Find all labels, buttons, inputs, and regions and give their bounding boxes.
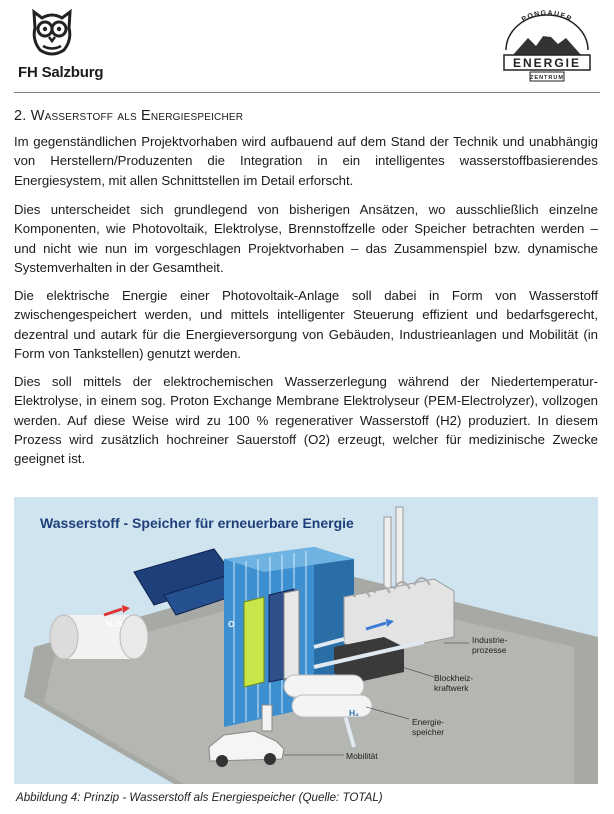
paragraph: Dies unterscheidet sich grundlegend von bisherigen Ansätzen, wo ausschließlich einzelne Komponenten, wie Photovoltaik, Elektrolyse, Brennstoffzelle oder Speicher betrachten werden – und nicht wie nun im vorgeschlagen Projektvorhaben – das Zusammenspiel bzw. dynamische Systemverhalten in der Gesamtheit.: [14, 202, 598, 275]
label-industry: Industrie- prozesse: [472, 635, 508, 655]
figure-caption: Abbildung 4: Prinzip - Wasserstoff als Energiespeicher (Quelle: TOTAL): [16, 791, 383, 804]
illustration-title: Wasserstoff - Speicher für erneuerbare Energie: [40, 515, 354, 531]
hydrogen-storage-illustration: [14, 497, 598, 784]
emblem-main-text: ENERGIE: [512, 56, 582, 70]
institution-name: FH Salzburg: [18, 64, 104, 81]
label-chp: Blockheiz- kraftwerk: [434, 673, 474, 693]
owl-logo-icon: [28, 6, 76, 56]
svg-text:PONGAUER: [521, 10, 573, 24]
label-h2o: H₂O: [106, 619, 123, 629]
label-h2: H₂: [349, 708, 359, 718]
label-mobility: Mobilität: [346, 751, 378, 761]
emblem-bottom-text: ZENTRUM: [530, 75, 564, 81]
label-o2: O: [228, 619, 235, 629]
paragraph: Dies soll mittels der elektrochemischen Wasserzerlegung während der Niedertemperatur-Elektrolyse, in einem sog. Proton Exchange Membrane Elektrolyseur (PEM-Electrolyzer), vollzogen werden. Auf diese Weise wird zu 100 % regenerativer Wasserstoff (H2) produziert. In diesem Prozess wird zusätzlich hochreiner Sauerstoff (O2) erzeugt, welcher für medizinische Zwecke geeignet ist.: [14, 374, 598, 467]
paragraph: Im gegenständlichen Projektvorhaben wird aufbauend auf dem Stand der Technik und unabhängig von Herstellern/Produzenten die Integration in ein intelligentes wasserstoffbasierendes Energiesystem, mit allen Schnittstellen im Detail erforscht.: [14, 134, 598, 188]
section-heading: 2. Wasserstoff als Energiespeicher: [14, 108, 244, 124]
header-divider: [14, 92, 600, 93]
energiezentrum-emblem: [498, 8, 596, 86]
emblem-top-text: PONGAUER: [520, 9, 574, 24]
illustration-graphic: [14, 497, 598, 784]
label-storage: Energie- speicher: [412, 717, 445, 737]
paragraph: Die elektrische Energie einer Photovoltaik-Anlage soll dabei in Form von Wasserstoff zwischengespeichert werden, und mittels intelligenter Steuerung effizient und bedarfsgerecht, dezentral und autark für die Energieversorgung von Gebäuden, Industrieanlagen und Mobilität (in Form von Tankstellen) genutzt werden.: [14, 288, 598, 361]
